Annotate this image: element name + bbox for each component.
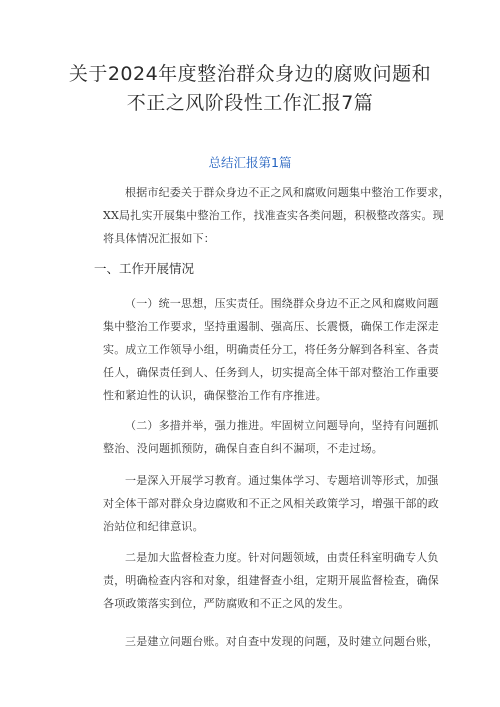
text-line: （一）统一思想，压实责任。围绕群众身边不正之风和腐败问题	[125, 297, 439, 310]
text-line: 二是加大监督检查力度。针对问题领域，由责任科室明确专人负	[125, 551, 439, 564]
text-line: 三是建立问题台账。对自查中发现的问题，及时建立问题台账，	[125, 635, 439, 648]
text-line: 整治、没问题抓预防，确保自查自纠不漏项，不走过场。	[103, 442, 383, 455]
text-line: 集中整治工作要求，坚持重遏制、强高压、长震慑，确保工作走深走	[103, 320, 439, 333]
paragraph-unify-thinking	[103, 292, 439, 407]
text-line: 责，明确检查内容和对象，组建督查小组，定期开展监督检查，确保	[103, 574, 439, 587]
text-line: 根据市纪委关于群众身边不正之风和腐败问题集中整治工作要求，	[125, 186, 450, 199]
text-line: 将具体情况汇报如下：	[103, 232, 215, 245]
paragraph-problem-ledger	[103, 630, 439, 653]
text-line: 任人，确保责任到人、任务到人，切实提高全体干部对整治工作重要	[103, 366, 439, 379]
intro-paragraph	[103, 181, 450, 250]
text-line: 治站位和纪律意识。	[103, 520, 204, 533]
text-line: 一是深入开展学习教育。通过集体学习、专题培训等形式，加强	[125, 474, 439, 487]
document-title-line-1: 关于2024年度整治群众身边的腐败问题和	[68, 63, 432, 85]
text-line: 各项政策落实到位，严防腐败和不正之风的发生。	[103, 597, 350, 610]
paragraph-multiple-measures	[103, 414, 439, 460]
text-line: （二）多措并举，强力推进。牢固树立问题导向，坚持有问题抓	[125, 419, 439, 432]
text-line: XX局扎实开展集中整治工作，找准查实各类问题，积极整改落实。现	[103, 209, 444, 222]
paragraph-study-education	[103, 469, 439, 538]
text-line: 对全体干部对群众身边腐败和不正之风相关政策学习，增强干部的政	[103, 497, 439, 510]
heading-work-progress: 一、工作开展情况	[94, 261, 195, 276]
text-line: 性和紧迫性的认识，确保整治工作有序推进。	[103, 389, 327, 402]
text-line: 实。成立工作领导小组，明确责任分工，将任务分解到各科室、各责	[103, 343, 439, 356]
paragraph-supervision	[103, 546, 439, 615]
section-heading: 总结汇报第1篇	[208, 155, 292, 170]
document-title-line-2: 不正之风阶段性工作汇报7篇	[126, 92, 374, 114]
